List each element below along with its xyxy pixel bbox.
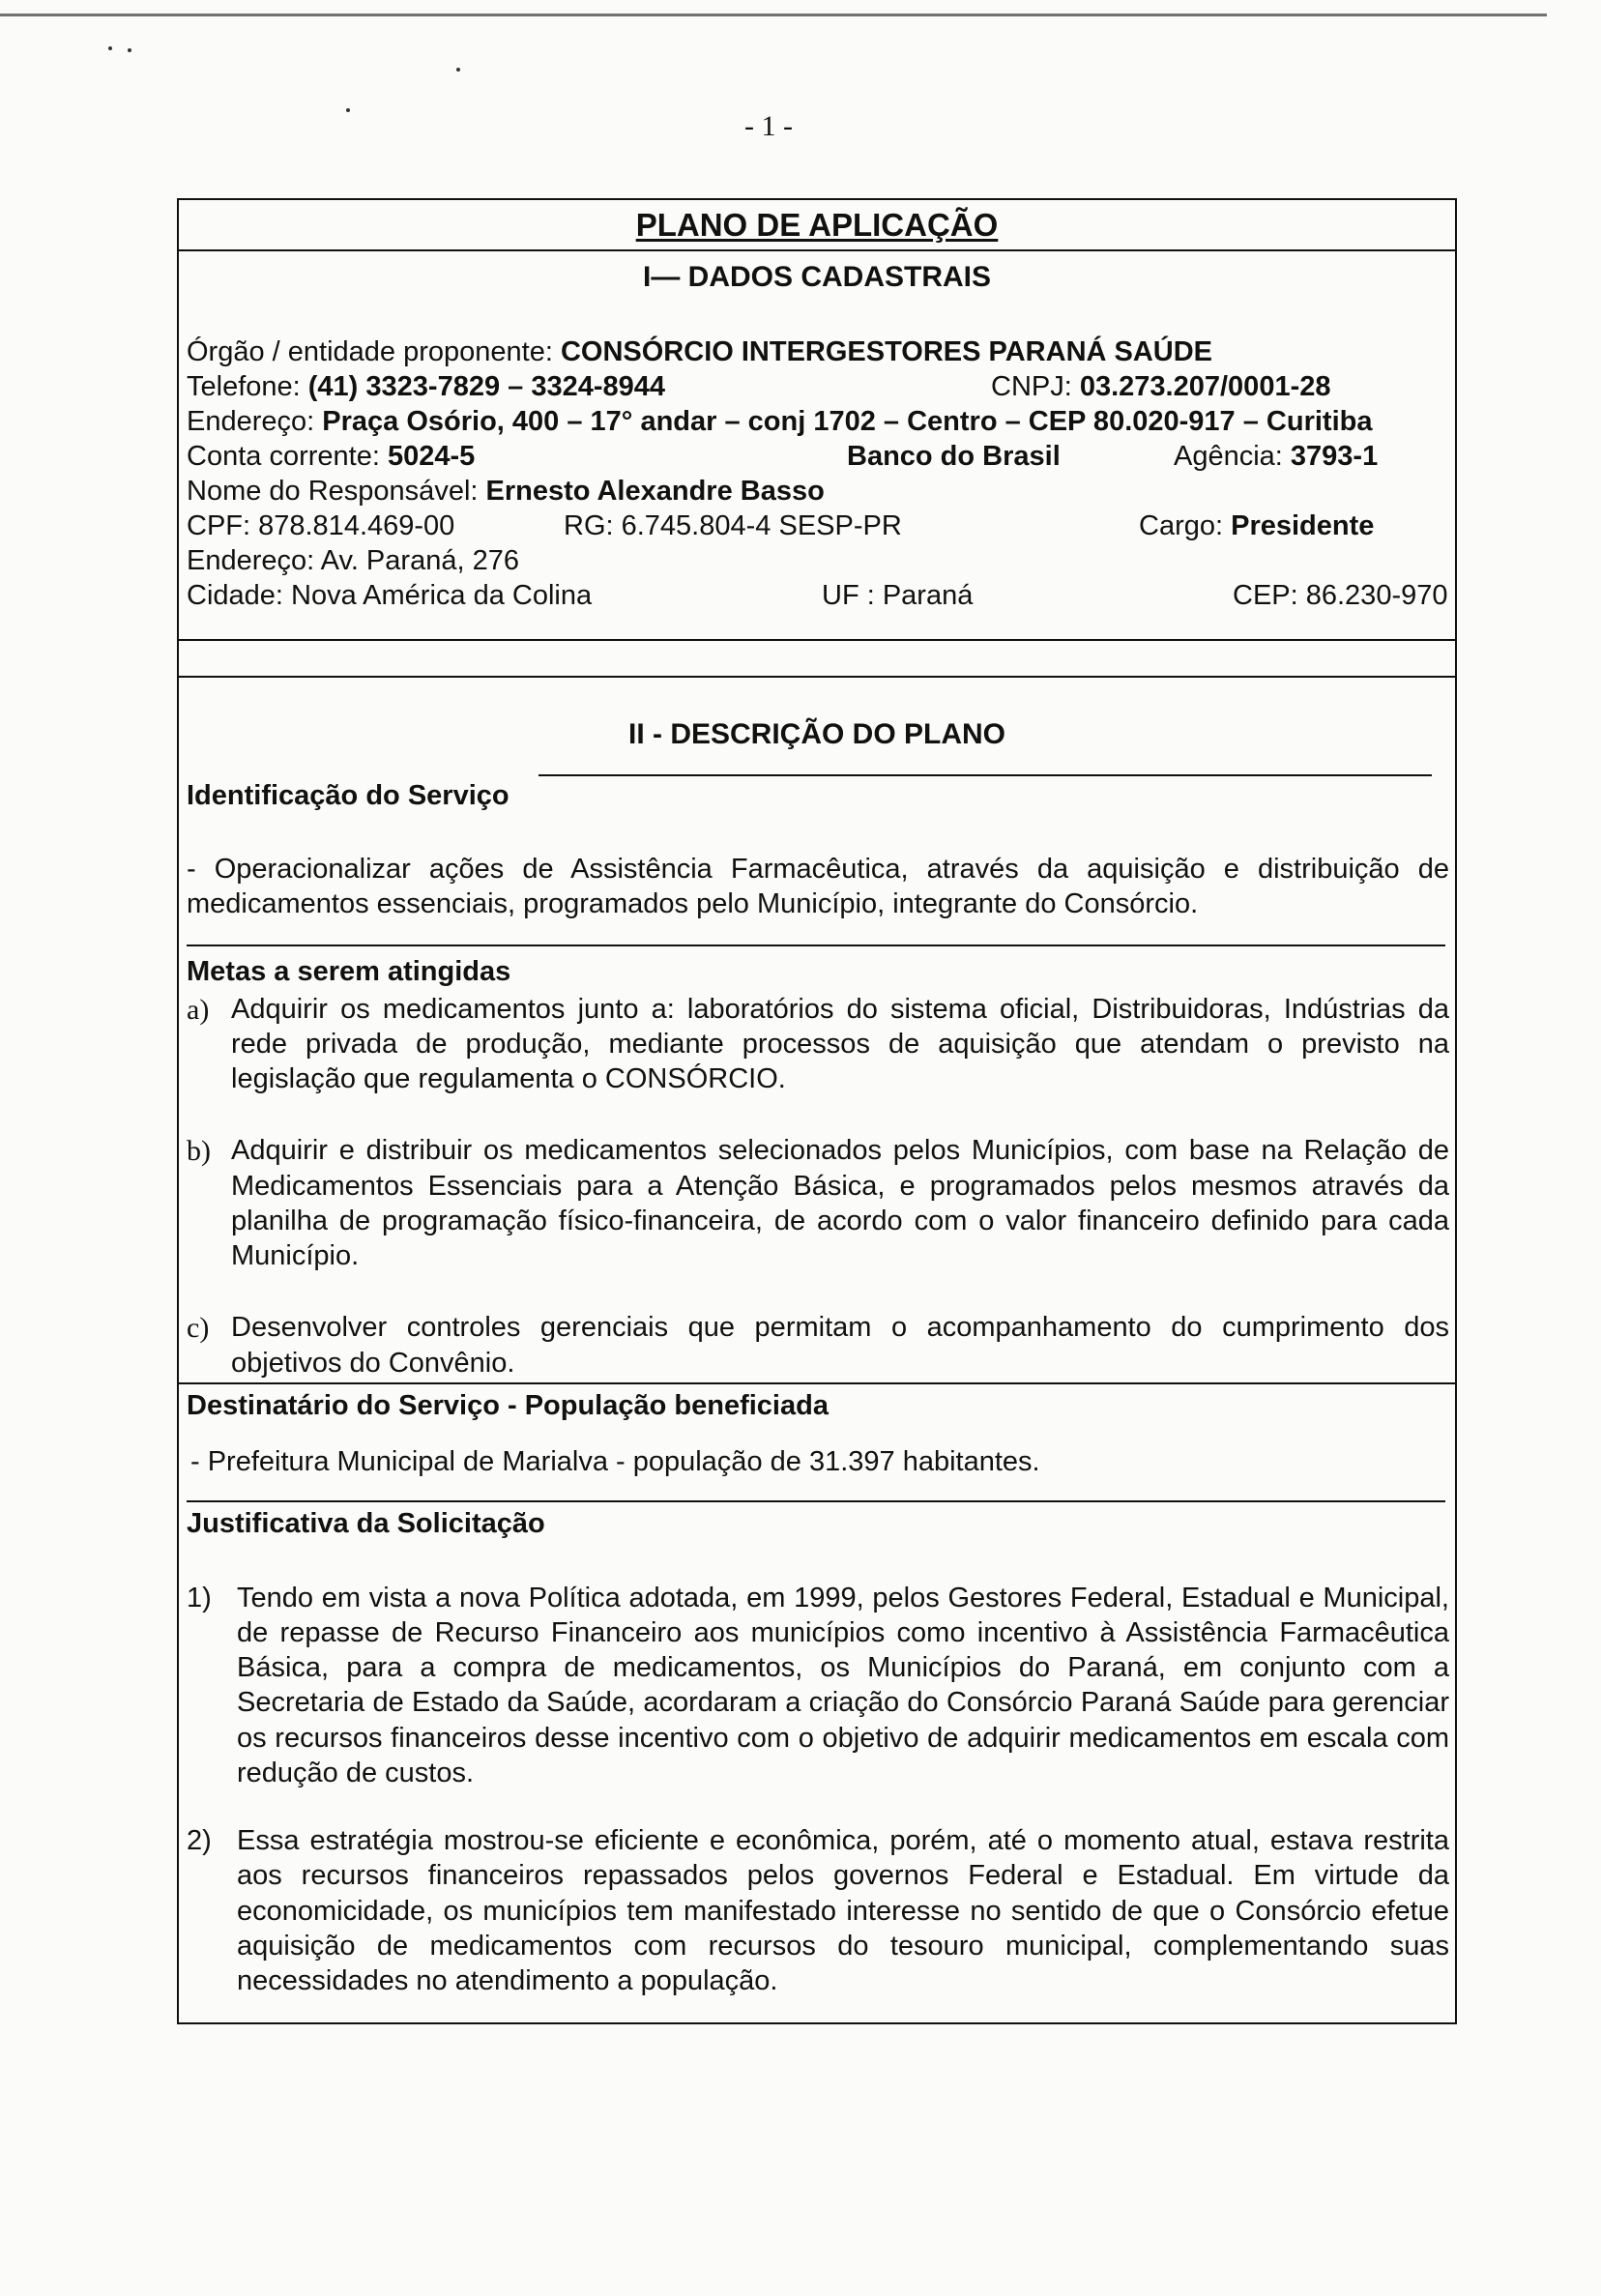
endereco2-text: Endereço: Av. Paraná, 276 [187,544,519,576]
divider [179,1382,1455,1384]
orgao-row [187,334,1455,369]
endereco-value: Praça Osório, 400 – 17° andar – conj 1702 – Centro – CEP 80.020-917 – Curitiba [322,405,1373,437]
justificativa-text: Essa estratégia mostrou-se eficiente e econômica, porém, até o momento atual, estava restrita aos recursos financeiros repassados pelos governos Federal e Estadual. Em virtude da economicidade, os municípios tem manifestado interesse no sentido de que o Consórcio efetue aquisição de medicamentos com recursos do tesouro municipal, complementando suas necessidades no atendimento a população. [237,1825,1449,1996]
meta-item [187,1310,1449,1381]
endereco-label: Endereço: [187,405,315,437]
endereco-row [187,404,1455,439]
cargo-label: Cargo: [1139,509,1224,541]
cidade-text: Cidade: Nova América da Colina [187,579,593,611]
meta-marker: b) [187,1135,211,1168]
scan-speck [346,108,350,112]
meta-text: Desenvolver controles gerenciais que permitam o acompanhamento do cumprimento dos objetivos do Convênio. [231,1312,1449,1379]
endereco2-row [187,543,1455,578]
justificativa-text: Tendo em vista a nova Política adotada, em 1999, pelos Gestores Federal, Estadual e Municipal, de repasse de Recurso Financeiro aos municípios como incentivo à Assistência Farmacêutica Básica, para a compra de medicamentos, os Municípios do Paraná, em conjunto com a Secretaria de Estado da Saúde, acordaram a criação do Consórcio Paraná Saúde para gerenciar os recursos financeiros desse incentivo com o objetivo de adquirir medicamentos em escala com redução de custos. [237,1582,1449,1788]
meta-item [187,992,1449,1097]
document-title: PLANO DE APLICAÇÃO [179,200,1455,251]
justificativa-item [187,1581,1449,1791]
cargo-value: Presidente [1231,509,1375,541]
cep-text: CEP: 86.230-970 [1233,579,1448,611]
divider [539,774,1432,776]
telefone-label: Telefone: [187,370,301,402]
responsavel-row [187,474,1455,509]
justificativa-marker: 1) [187,1582,212,1613]
cpf-text: CPF: 878.814.469-00 [187,509,455,541]
section1-title: I— DADOS CADASTRAIS [642,261,991,293]
rg-text: RG: 6.745.804-4 SESP-PR [564,509,902,541]
meta-marker: c) [187,1312,210,1345]
metas-heading: Metas a serem atingidas [187,956,511,988]
divider [187,1500,1445,1502]
cidade-row [187,578,1455,613]
conta-row [187,439,1455,474]
agencia-value: 3793-1 [1290,440,1379,472]
responsavel-label: Nome do Responsável: [187,475,479,507]
meta-text: Adquirir os medicamentos junto a: laboratórios do sistema oficial, Distribuidoras, Indústrias da rede privada de produção, mediante processos de aquisição que atendam o previsto na legislação que regulamenta o CONSÓRCIO. [231,993,1449,1094]
scan-edge-line [0,14,1547,16]
destinatario-heading: Destinatário do Serviço - População beneficiada [187,1389,829,1421]
justificativa-heading: Justificativa da Solicitação [187,1508,545,1540]
orgao-label: Órgão / entidade proponente: [187,335,553,367]
conta-value: 5024-5 [387,440,476,472]
agencia [1174,439,1378,474]
telefone-value: (41) 3323-7829 – 3324-8944 [307,370,666,402]
identificacao-heading: Identificação do Serviço [187,779,509,811]
banco-value: Banco do Brasil [847,440,1061,472]
scan-speck [108,46,112,50]
scan-speck [128,48,131,52]
page-number: - 1 - [744,110,793,142]
identificacao-text: - Operacionalizar ações de Assistência Farmacêutica, através da aquisição e distribuição de medicamentos essenciais, programados pelo Município, integrante do Consórcio. [187,853,1449,919]
orgao-value: CONSÓRCIO INTERGESTORES PARANÁ SAÚDE [560,335,1213,367]
section2-title: II - DESCRIÇÃO DO PLANO [627,718,1005,750]
conta-label: Conta corrente: [187,440,380,472]
meta-text: Adquirir e distribuir os medicamentos selecionados pelos Municípios, com base na Relação de Medicamentos Essenciais para a Atenção Básica, e programados pelos mesmos através da planilha de programação físico-financeira, de acordo com o valor financeiro definido para cada Município. [231,1135,1449,1271]
dados-cadastrais-box [177,198,1457,641]
destinatario-text: - Prefeitura Municipal de Marialva - população de 31.397 habitantes. [190,1446,1040,1477]
scan-speck [456,68,460,72]
cnpj-value: 03.273.207/0001-28 [1079,370,1331,402]
telefone-row [187,369,1455,404]
cpf-row [187,509,1455,543]
meta-item [187,1133,1449,1273]
justificativa-item [187,1823,1449,1998]
meta-marker: a) [187,993,210,1026]
responsavel-value: Ernesto Alexandre Basso [485,475,825,507]
cnpj [991,369,1331,404]
cargo [1139,509,1374,543]
justificativa-marker: 2) [187,1825,212,1856]
separator-strip [177,639,1457,678]
registration-fields [179,334,1455,654]
uf-text: UF : Paraná [822,579,974,611]
cnpj-label: CNPJ: [991,370,1072,402]
divider [187,945,1445,946]
descricao-do-plano-box [177,676,1457,2024]
agencia-label: Agência: [1174,440,1283,472]
